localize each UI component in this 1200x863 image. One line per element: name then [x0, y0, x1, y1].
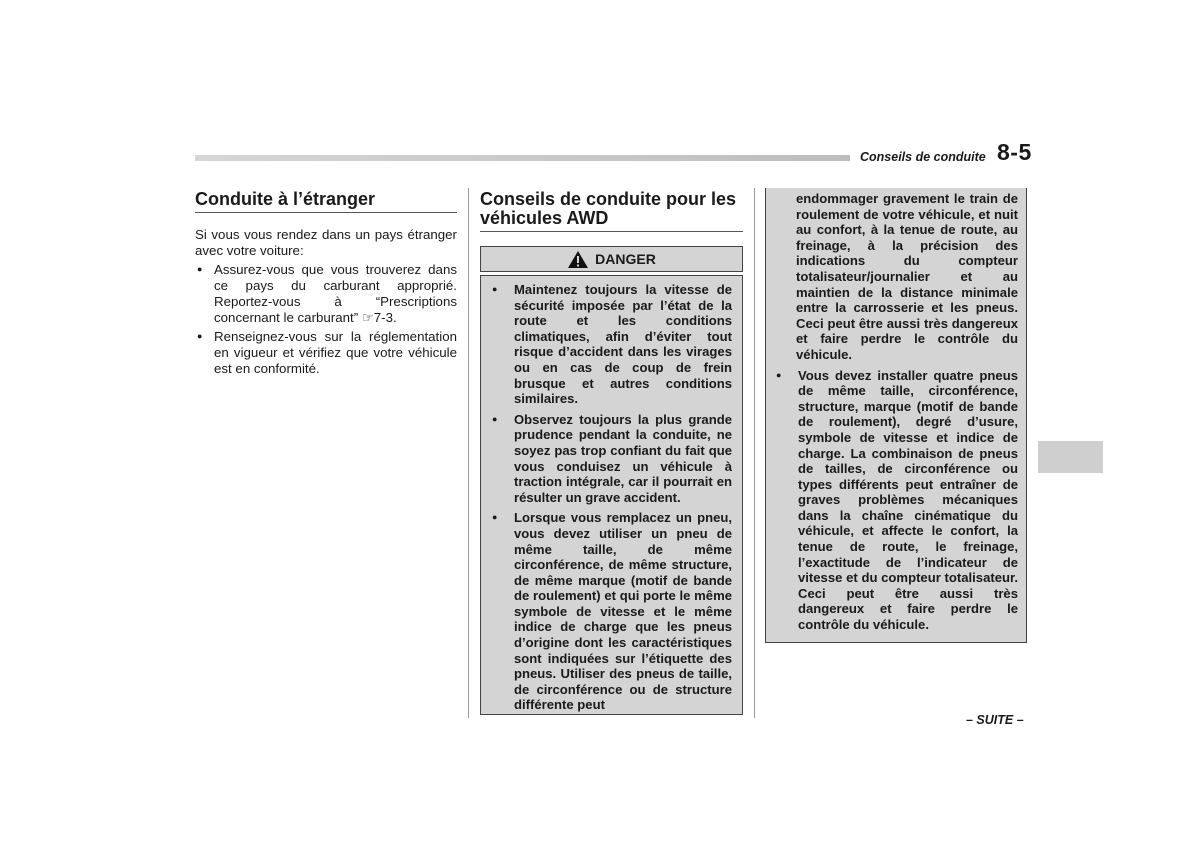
- list-item: [195, 262, 457, 325]
- list-item-text: Maintenez toujours la vitesse de sécurité imposée par l’état de la route et les conditions climatiques, afin d’éviter tout risque d’accident dans les virages ou en cas de coup de frein brusque et autres conditions similaires.: [514, 282, 732, 407]
- continuation-text: endommager gravement le train de roulement de votre véhicule, et nuit au confort, à la tenue de route, au freinage, à la précision des indications du compteur totalisateur/journalier et au maintien de la distance minimale entre la carrosserie et les pneus. Ceci peut être aussi très dangereux et faire perdre le contrôle du véhicule.: [796, 191, 1018, 362]
- list-item-text: Renseignez-vous sur la réglementation en vigueur et vérifiez que votre véhicule est en conformité.: [214, 329, 457, 376]
- heading-awd-advice: Conseils de conduite pour les véhicules AWD: [480, 190, 743, 232]
- list-item: [489, 510, 732, 713]
- danger-header: [480, 246, 743, 272]
- chapter-tab: [1038, 441, 1103, 473]
- column-awd-advice: [480, 190, 743, 715]
- heading-driving-abroad: Conduite à l’étranger: [195, 190, 457, 213]
- list-item: [489, 282, 732, 407]
- header-rule: [195, 155, 850, 161]
- intro-paragraph: Si vous vous rendez dans un pays étranger avec votre voiture:: [195, 227, 457, 258]
- bullet-icon: ●: [492, 512, 498, 523]
- list-item-text: Lorsque vous remplacez un pneu, vous devez utiliser un pneu de même taille, de même circonférence, de même structure, de même marque (motif de bande de roulement) et qui porte le même symbole de vitesse et le même indice de charge que les pneus d’origine dont les caractéristiques sont indiquées sur l’étiquette des pneus. Utiliser des pneus de taille, de circonférence ou de structure différente peut: [514, 510, 732, 713]
- column-divider: [468, 188, 469, 718]
- danger-label: DANGER: [595, 251, 656, 267]
- bullet-icon: ●: [197, 264, 203, 275]
- list-item-text: Vous devez installer quatre pneus de même taille, circonférence, structure, marque (motif de bande de roulement), degré d’usure, symbole de vitesse et indice de charge. La combinaison de pneus de tailles, de circonférence ou types différents peut entraîner de graves problèmes mécaniques dans la chaîne cinématique du véhicule, et affecte le confort, la tenue de route, le freinage, l’exactitude de l’indicateur de vitesse et du compteur totalisateur. Ceci peut être aussi très dangereux et faire perdre le contrôle du véhicule.: [798, 367, 1018, 633]
- page-number: 8-5: [997, 139, 1032, 165]
- list-item-text: Assurez-vous que vous trouverez dans ce pays du carburant approprié. Reportez-vous à “Prescriptions concernant le carburant” ☞7-3.: [214, 262, 457, 325]
- section-title: Conseils de conduite: [860, 150, 986, 164]
- list-item: [489, 412, 732, 506]
- bullet-icon: ●: [197, 331, 203, 342]
- danger-box-continued: [765, 188, 1027, 643]
- bullet-icon: ●: [492, 413, 498, 424]
- warning-triangle-icon: [567, 250, 589, 269]
- bullet-icon: ●: [776, 369, 782, 380]
- column-driving-abroad: [195, 190, 457, 380]
- continued-marker: – SUITE –: [966, 713, 1024, 727]
- danger-box: [480, 275, 743, 715]
- bullet-icon: ●: [492, 284, 498, 294]
- list-item: [195, 329, 457, 376]
- column-divider: [754, 188, 755, 718]
- list-item: [773, 368, 1018, 633]
- list-item-text: Observez toujours la plus grande prudence pendant la conduite, ne soyez pas trop confiant du fait que vous conduisez un véhicule à traction intégrale, car il pourrait en résulter un grave accident.: [514, 411, 732, 505]
